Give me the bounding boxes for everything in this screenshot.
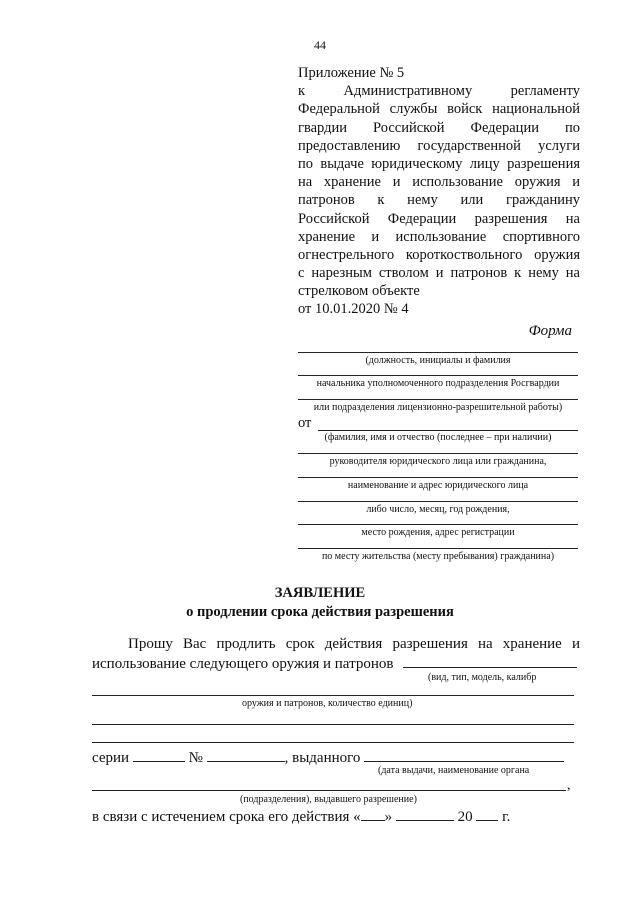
appendix-line: с нарезным стволом и патронов к нему на <box>298 265 580 282</box>
issuer-fill-line[interactable] <box>92 790 566 791</box>
expiry-year-prefix: 20 <box>457 809 473 825</box>
number-field[interactable] <box>207 747 285 762</box>
appendix-line: патронов к нему или гражданину <box>298 192 580 209</box>
expiry-suffix: г. <box>502 809 511 825</box>
applicant-fill-line[interactable] <box>298 524 578 525</box>
series-field[interactable] <box>133 747 185 762</box>
applicant-fill-line[interactable] <box>318 430 578 431</box>
series-label: серии <box>92 750 130 766</box>
addressee-caption: (должность, инициалы и фамилия <box>365 355 511 366</box>
appendix-header <box>298 64 580 319</box>
appendix-line: хранение и использование спортивного <box>298 228 580 245</box>
issued-field[interactable] <box>364 747 564 762</box>
addressee-caption: или подразделения лицензионно-разрешительной работы) <box>313 402 563 413</box>
permit-details-row <box>92 747 564 767</box>
appendix-line: Федеральной службы войск национальной <box>298 101 580 118</box>
applicant-fill-line[interactable] <box>298 453 578 454</box>
issued-label: , выданного <box>284 750 361 766</box>
weapon-type-caption: (вид, тип, модель, калибр <box>428 672 537 683</box>
appendix-line: гвардии Российской Федерации по <box>298 119 580 136</box>
applicant-fill-line[interactable] <box>298 477 578 478</box>
applicant-caption: наименование и адрес юридического лица <box>347 480 529 491</box>
addressee-fill-line[interactable] <box>298 375 578 376</box>
weapon-qty-caption: оружия и патронов, количество единиц) <box>242 698 413 709</box>
issue-caption: (дата выдачи, наименование органа <box>378 765 530 776</box>
document-title: ЗАЯВЛЕНИЕ <box>274 585 366 601</box>
weapon-fill-line[interactable] <box>92 742 574 743</box>
appendix-line: на хранение и использование оружия и <box>298 174 580 191</box>
comma-mark: , <box>567 778 571 793</box>
paragraph-line: Прошу Вас продлить срок действия разрешения на хранение и <box>128 636 580 652</box>
applicant-caption: по месту жительства (месту пребывания) гражданина) <box>321 551 555 562</box>
addressee-caption: начальника уполномоченного подразделения Росгвардии <box>316 378 560 389</box>
applicant-fill-line[interactable] <box>298 501 578 502</box>
paragraph-line-2 <box>92 653 577 673</box>
expiry-day-field[interactable] <box>361 806 385 821</box>
expiry-month-field[interactable] <box>396 806 454 821</box>
expiry-year-field[interactable] <box>476 806 498 821</box>
appendix-line: по выдаче юридическому лицу разрешения <box>298 155 580 172</box>
number-label: № <box>188 750 203 766</box>
weapon-fill-line[interactable] <box>92 724 574 725</box>
addressee-fill-line[interactable] <box>298 352 578 353</box>
appendix-line: огнестрельного короткоствольного оружия <box>298 246 580 263</box>
applicant-fill-line[interactable] <box>298 548 578 549</box>
applicant-caption: (фамилия, имя и отчество (последнее – при наличии) <box>324 432 552 443</box>
expiry-row <box>92 806 510 826</box>
paragraph-text: использование следующего оружия и патронов <box>92 656 394 672</box>
issuer-caption: (подразделения), выдавшего разрешение) <box>240 794 417 805</box>
applicant-caption: место рождения, адрес регистрации <box>361 527 515 538</box>
expiry-quote: » <box>384 809 393 825</box>
applicant-caption: руководителя юридического лица или гражданина, <box>329 456 547 467</box>
addressee-fill-line[interactable] <box>298 399 578 400</box>
form-label: Форма <box>528 323 572 339</box>
weapon-type-field[interactable] <box>403 653 577 668</box>
applicant-caption: либо число, месяц, год рождения, <box>366 504 510 515</box>
appendix-line: от 10.01.2020 № 4 <box>298 301 409 318</box>
from-label: от <box>298 415 312 431</box>
weapon-fill-line[interactable] <box>92 695 574 696</box>
appendix-line: к Административному регламенту <box>298 83 580 100</box>
page-number: 44 <box>314 38 326 52</box>
appendix-line: стрелковом объекте <box>298 283 420 300</box>
appendix-line: предоставлению государственной услуги <box>298 137 580 154</box>
request-paragraph <box>92 635 580 653</box>
document-subtitle: о продлении срока действия разрешения <box>186 604 454 620</box>
expiry-prefix: в связи с истечением срока его действия « <box>92 809 361 825</box>
appendix-line: Приложение № 5 <box>298 65 405 81</box>
appendix-line: Российской Федерации разрешения на <box>298 210 580 227</box>
